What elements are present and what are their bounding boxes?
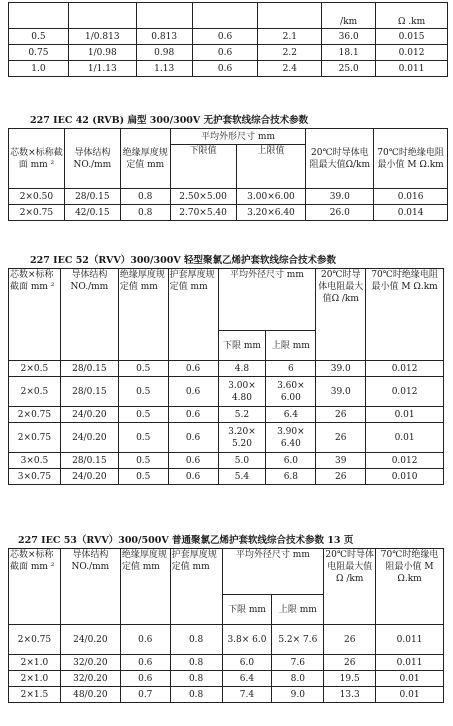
table-2 <box>8 128 448 221</box>
table-row <box>9 45 448 61</box>
table-row <box>9 625 444 655</box>
table-row <box>9 61 448 77</box>
table-cell: 5.0 <box>218 453 266 469</box>
table-cell: 2.50×5.00 <box>170 189 236 205</box>
table-cell: 4.8 <box>218 361 266 377</box>
table-cell: 0.012 <box>376 45 448 61</box>
table-cell: 0.8 <box>120 205 170 221</box>
table-cell: 32/0.20 <box>60 671 120 687</box>
table-row <box>9 377 444 407</box>
table-cell: 28/0.15 <box>60 453 118 469</box>
table-4 <box>8 548 444 703</box>
header-cell: /km <box>322 3 376 29</box>
table-cell: 26 <box>324 625 376 655</box>
table-3 <box>8 268 444 485</box>
table-cell: 3.00×6.00 <box>236 189 306 205</box>
table-cell: 6.4 <box>266 407 316 423</box>
table-cell: 1.13 <box>136 61 192 77</box>
table-cell: 0.6 <box>168 361 218 377</box>
table-cell: 3×0.5 <box>9 453 61 469</box>
table-cell: 5.4 <box>218 469 266 485</box>
table-cell: 0.5 <box>118 453 168 469</box>
table-cell: 0.016 <box>374 189 448 205</box>
table-cell: 26 <box>316 423 366 453</box>
table-cell: 0.014 <box>374 205 448 221</box>
table-row <box>9 687 444 703</box>
header-cell: 导体结构 NO./mm <box>64 129 120 189</box>
table-row <box>9 655 444 671</box>
table-cell: 0.813 <box>136 29 192 45</box>
table-cell: 5.2 <box>218 407 266 423</box>
table-cell: 2×1.0 <box>9 655 61 671</box>
table-cell: 0.8 <box>170 625 222 655</box>
header-cell: 芯数×标称截面 mm ² <box>9 269 61 361</box>
table-cell: 3.60× 6.00 <box>266 377 316 407</box>
table-row <box>9 671 444 687</box>
table-cell: 3.20×6.40 <box>236 205 306 221</box>
header-cell: 芯数×标称截面 mm ² <box>9 129 65 189</box>
table-cell: 3.90× 6.40 <box>266 423 316 453</box>
table-cell: 2×0.75 <box>9 407 61 423</box>
table-cell: 3×0.75 <box>9 469 61 485</box>
table-cell: 2×1.5 <box>9 687 61 703</box>
table-cell: 0.6 <box>168 407 218 423</box>
table-cell: 26 <box>316 407 366 423</box>
table-cell: 5.2× 7.6 <box>272 625 324 655</box>
table-cell: 39.0 <box>316 377 366 407</box>
table-cell: 7.4 <box>222 687 272 703</box>
table-row <box>9 453 444 469</box>
table-cell: 3.00× 4.80 <box>218 377 266 407</box>
header-cell: 70℃时绝缘电阻最小值 M Ω.km <box>374 129 448 189</box>
header-cell: 绝缘厚度规定值 mm <box>118 269 168 361</box>
table-1-header <box>9 3 448 29</box>
table-cell: 0.012 <box>366 453 444 469</box>
table-cell: 6.0 <box>266 453 316 469</box>
table-cell: 2×0.75 <box>9 423 61 453</box>
header-cell: Ω .km <box>376 3 448 29</box>
table-cell: 0.6 <box>192 61 258 77</box>
table-cell: 42/0.15 <box>64 205 120 221</box>
table-2-caption: 227 IEC 42 (RVB) 扁型 300/300V 无护套软线综合技术参数 <box>30 115 309 126</box>
table-cell: 36.0 <box>322 29 376 45</box>
table-cell: 0.011 <box>376 625 444 655</box>
table-cell: 0.6 <box>120 625 170 655</box>
table-cell: 0.01 <box>366 423 444 453</box>
table-cell: 26 <box>316 469 366 485</box>
table-cell: 0.012 <box>366 361 444 377</box>
table-cell: 2×0.75 <box>9 205 65 221</box>
table-cell: 48/0.20 <box>60 687 120 703</box>
table-cell: 6.0 <box>222 655 272 671</box>
table-3-caption: 227 IEC 52（RVV）300/300V 轻型聚氯乙烯护套软线综合技术参数 <box>30 255 337 266</box>
table-cell: 0.6 <box>168 423 218 453</box>
table-cell: 6 <box>266 361 316 377</box>
table-cell: 0.01 <box>376 671 444 687</box>
table-cell: 0.6 <box>168 453 218 469</box>
table-cell: 0.6 <box>192 45 258 61</box>
header-cell: 70℃时绝缘电阻最小值 M Ω.km <box>376 549 444 625</box>
header-cell: 平均外径尺寸 mm <box>218 269 316 331</box>
header-cell: 70℃时绝缘电阻最小值 M Ω.km <box>366 269 444 361</box>
table-cell: 39 <box>316 453 366 469</box>
header-cell: 护套厚度规定值 mm <box>168 269 218 361</box>
table-cell: 0.5 <box>118 423 168 453</box>
table-cell: 32/0.20 <box>60 655 120 671</box>
table-cell: 0.010 <box>366 469 444 485</box>
table-cell: 6.8 <box>266 469 316 485</box>
table-cell: 18.1 <box>322 45 376 61</box>
table-cell: 26 <box>324 655 376 671</box>
header-cell: 上限值 <box>236 145 306 189</box>
table-cell: 2×0.5 <box>9 361 61 377</box>
table-2-header <box>9 129 448 145</box>
table-cell: 1.0 <box>9 61 69 77</box>
table-cell: 3.20× 5.20 <box>218 423 266 453</box>
table-cell: 0.6 <box>192 29 258 45</box>
table-cell: 0.98 <box>136 45 192 61</box>
header-cell: 上限 mm <box>272 595 324 625</box>
header-cell: 绝缘厚度规定值 mm <box>120 549 170 625</box>
header-cell: 下限值 <box>170 145 236 189</box>
table-cell: 0.6 <box>168 469 218 485</box>
table-cell: 28/0.15 <box>64 189 120 205</box>
table-cell: 0.6 <box>120 671 170 687</box>
table-cell: 39.0 <box>306 189 374 205</box>
header-cell: 平均外径尺寸 mm <box>222 549 324 595</box>
table-cell: 6.4 <box>222 671 272 687</box>
table-cell: 0.7 <box>120 687 170 703</box>
table-row <box>9 29 448 45</box>
table-cell: 1/0.98 <box>68 45 136 61</box>
header-cell: 绝缘厚度规定值 mm <box>120 129 170 189</box>
table-cell: 0.6 <box>120 655 170 671</box>
table-cell: 24/0.20 <box>60 407 118 423</box>
table-cell: 2.70×5.40 <box>170 205 236 221</box>
table-cell: 0.5 <box>118 407 168 423</box>
table-cell: 2×1.0 <box>9 671 61 687</box>
table-cell: 2×0.5 <box>9 377 61 407</box>
table-cell: 0.012 <box>366 377 444 407</box>
table-cell: 0.8 <box>170 687 222 703</box>
table-cell: 9.0 <box>272 687 324 703</box>
header-cell: 下限 mm <box>222 595 272 625</box>
table-cell: 0.6 <box>168 377 218 407</box>
table-cell: 1/1.13 <box>68 61 136 77</box>
header-cell: 下限 mm <box>218 331 266 361</box>
table-3-header <box>9 269 444 331</box>
header-cell: 导体结构 NO./mm <box>60 269 118 361</box>
table-cell: 24/0.20 <box>60 469 118 485</box>
table-cell: 0.5 <box>118 377 168 407</box>
table-cell: 2.1 <box>258 29 322 45</box>
header-cell: 导体结构 NO./mm <box>60 549 120 625</box>
table-row <box>9 361 444 377</box>
header-cell: 平均外形尺寸 mm <box>170 129 306 145</box>
table-cell: 28/0.15 <box>60 361 118 377</box>
table-cell: 0.8 <box>170 671 222 687</box>
table-cell: 0.5 <box>9 29 69 45</box>
table-cell: 19.5 <box>324 671 376 687</box>
table-cell: 8.0 <box>272 671 324 687</box>
header-cell: 护套厚度规定值 mm <box>170 549 222 625</box>
header-cell: 芯数×标称截面 mm ² <box>9 549 61 625</box>
table-row <box>9 205 448 221</box>
table-cell: 13.3 <box>324 687 376 703</box>
table-cell: 0.5 <box>118 361 168 377</box>
table-cell: 26.0 <box>306 205 374 221</box>
table-cell: 39.0 <box>316 361 366 377</box>
table-cell: 0.011 <box>376 61 448 77</box>
header-cell: 20℃时导体电阻最大值Ω /km <box>316 269 366 361</box>
table-cell: 24/0.20 <box>60 625 120 655</box>
table-cell: 0.01 <box>366 407 444 423</box>
table-cell: 24/0.20 <box>60 423 118 453</box>
table-4-header <box>9 549 444 595</box>
table-cell: 28/0.15 <box>60 377 118 407</box>
table-cell: 3.8× 6.0 <box>222 625 272 655</box>
table-cell: 2.4 <box>258 61 322 77</box>
table-cell: 2×0.50 <box>9 189 65 205</box>
table-cell: 0.01 <box>376 687 444 703</box>
table-4-caption: 227 IEC 53（RVV）300/500V 普通聚氯乙烯护套软线综合技术参数 13 页 <box>18 535 354 546</box>
table-1 <box>8 2 448 77</box>
table-row <box>9 469 444 485</box>
table-cell: 0.8 <box>120 189 170 205</box>
table-cell: 0.8 <box>170 655 222 671</box>
table-cell: 0.5 <box>118 469 168 485</box>
table-cell: 25.0 <box>322 61 376 77</box>
table-cell: 0.011 <box>376 655 444 671</box>
table-row <box>9 423 444 453</box>
table-cell: 2×0.75 <box>9 625 61 655</box>
table-row <box>9 189 448 205</box>
header-cell: 20℃时导体电阻最大值Ω/km <box>306 129 374 189</box>
table-cell: 7.6 <box>272 655 324 671</box>
table-cell: 2.2 <box>258 45 322 61</box>
table-cell: 0.015 <box>376 29 448 45</box>
header-cell: 20℃时导体电阻最大值Ω /km <box>324 549 376 625</box>
table-cell: 1/0.813 <box>68 29 136 45</box>
table-cell: 0.75 <box>9 45 69 61</box>
header-cell: 上限 mm <box>266 331 316 361</box>
table-row <box>9 407 444 423</box>
